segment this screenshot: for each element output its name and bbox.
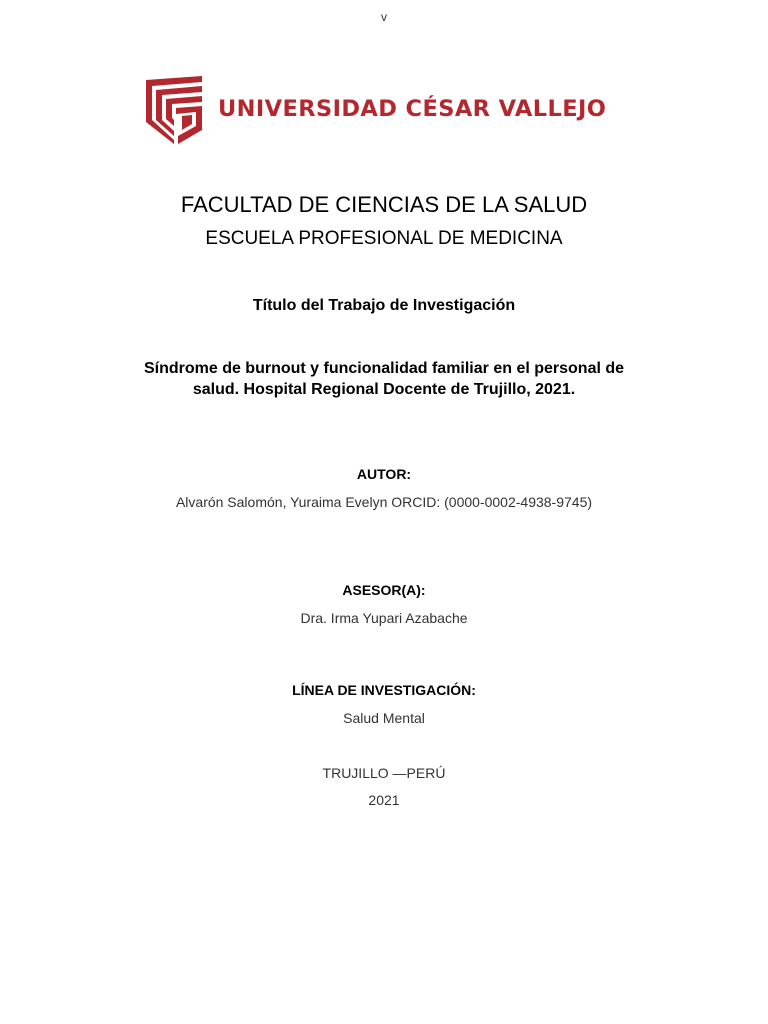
title-label: Título del Trabajo de Investigación [252,297,516,314]
faculty-heading: FACULTAD DE CIENCIAS DE LA SALUD [180,192,588,217]
research-title-line-2: salud. Hospital Regional Docente de Trujillo, 2021. [192,381,576,398]
school-heading: ESCUELA PROFESIONAL DE MEDICINA [205,228,563,249]
place: TRUJILLO —PERÚ [322,765,446,781]
university-shield-icon [144,74,206,144]
university-logo [144,74,606,144]
research-line-value: Salud Mental [343,710,425,726]
research-title-line-1: Síndrome de burnout y funcionalidad familiar en el personal de [143,360,625,377]
advisor-name: Dra. Irma Yupari Azabache [300,610,468,626]
advisor-label: ASESOR(A): [342,582,426,598]
research-title [0,358,768,400]
author-label: AUTOR: [356,466,412,482]
year: 2021 [368,792,400,808]
page-number: v [381,10,387,24]
author-name: Alvarón Salomón, Yuraima Evelyn ORCID: (0000-0002-4938-9745) [175,494,593,510]
research-line-label: LÍNEA DE INVESTIGACIÓN: [292,682,476,698]
university-name: UNIVERSIDAD CÉSAR VALLEJO [218,96,607,122]
